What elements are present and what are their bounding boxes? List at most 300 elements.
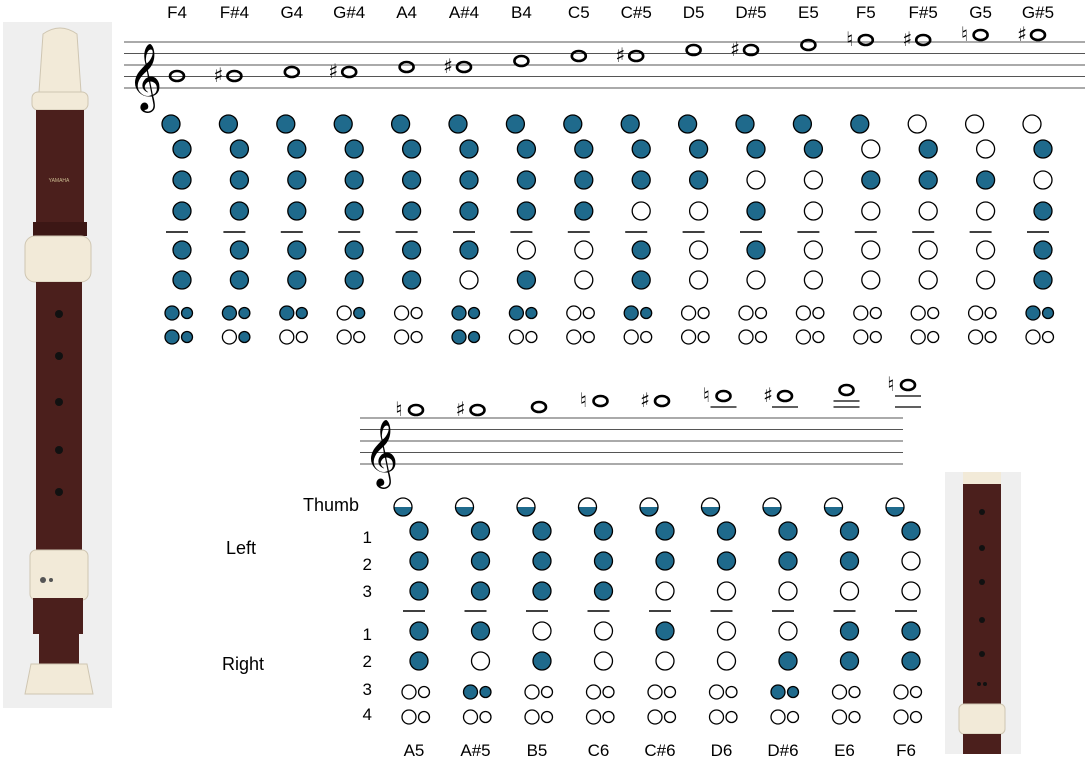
accidental-A#5: ♯ [455, 397, 466, 421]
hole-r3a [165, 306, 179, 320]
hole-r3a [222, 306, 236, 320]
note-label-fsharp4: F#4 [219, 3, 250, 22]
label-left-1: 1 [362, 528, 372, 547]
hole-r4a [337, 330, 351, 344]
hole-finger-3 [460, 202, 478, 220]
hole-finger-2 [517, 171, 535, 189]
hole-r4a [911, 330, 925, 344]
hole-r4a [464, 710, 478, 724]
hole-r4a [1026, 330, 1040, 344]
hole-r3a [833, 685, 847, 699]
hole-finger-2 [533, 552, 551, 570]
hole-finger-2 [632, 171, 650, 189]
hole-finger-2 [977, 171, 995, 189]
hole-r3b [469, 308, 480, 319]
hole-finger-4 [804, 241, 822, 259]
hole-finger-2 [575, 171, 593, 189]
hole-r3b [526, 308, 537, 319]
treble-clef: 𝄞 [128, 42, 163, 110]
hole-finger-3 [718, 582, 736, 600]
hole-thumb [162, 115, 180, 133]
hole-finger-5 [779, 652, 797, 670]
accidental-G5: ♮ [961, 22, 969, 46]
hole-finger-5 [345, 271, 363, 289]
hole-r3b [354, 308, 365, 319]
hole-r3a [402, 685, 416, 699]
note-label-b5: B5 [526, 741, 548, 760]
hole-r3b [641, 308, 652, 319]
label-right-3: 3 [362, 680, 372, 699]
note-head-A#4 [457, 62, 471, 72]
hole-r4b [480, 712, 491, 723]
note-head-G5 [974, 30, 988, 40]
hole-finger-3 [747, 202, 765, 220]
note-head-A5 [409, 405, 423, 415]
hole-r3a [525, 685, 539, 699]
hole-r3b [1043, 308, 1054, 319]
accidental-F#5: ♯ [902, 27, 913, 51]
hole-r3a [624, 306, 638, 320]
hole-r4a [567, 330, 581, 344]
note-head-A4 [400, 62, 414, 72]
hole-r4a [796, 330, 810, 344]
hole-finger-1 [410, 522, 428, 540]
note-label-b4: B4 [511, 3, 532, 22]
hole-finger-1 [656, 522, 674, 540]
hole-thumb-fill [640, 507, 658, 516]
hole-finger-4 [517, 241, 535, 259]
hole-r3b [928, 308, 939, 319]
hole-r4b [641, 332, 652, 343]
hole-thumb [219, 115, 237, 133]
note-label-fsharp5: F#5 [908, 3, 938, 22]
hole-finger-3 [862, 202, 880, 220]
hole-r4b [985, 332, 996, 343]
hole-r3b [182, 308, 193, 319]
accidental-F#4: ♯ [213, 63, 224, 87]
hole-finger-1 [841, 522, 859, 540]
note-label-csharp6: C#6 [644, 741, 676, 760]
svg-text:YAMAHA: YAMAHA [48, 178, 70, 184]
hole-thumb [908, 115, 926, 133]
hole-finger-2 [804, 171, 822, 189]
hole-r3a [587, 685, 601, 699]
hole-thumb [621, 115, 639, 133]
hole-r4a [624, 330, 638, 344]
top-staff [124, 42, 1085, 113]
note-head-D6 [717, 391, 731, 401]
hole-finger-2 [173, 171, 191, 189]
hole-finger-1 [919, 140, 937, 158]
hole-finger-4 [533, 622, 551, 640]
hole-thumb [449, 115, 467, 133]
hole-r3a [509, 306, 523, 320]
hole-finger-3 [656, 582, 674, 600]
hole-finger-1 [804, 140, 822, 158]
hole-r4b [698, 332, 709, 343]
treble-clef: 𝄞 [364, 418, 399, 486]
note-head-G4 [285, 67, 299, 77]
label-left-3: 3 [362, 582, 372, 601]
note-label-f6: F6 [896, 741, 916, 760]
hole-finger-3 [288, 202, 306, 220]
label-left-hand: Left [226, 538, 257, 558]
hole-finger-1 [779, 522, 797, 540]
hole-finger-3 [902, 582, 920, 600]
hole-finger-4 [632, 241, 650, 259]
hole-finger-1 [902, 522, 920, 540]
note-label-g5: G5 [969, 3, 992, 22]
accidental-F6: ♮ [887, 372, 895, 396]
hole-r4a [854, 330, 868, 344]
hole-r4b [813, 332, 824, 343]
accidental-D6: ♮ [702, 383, 711, 407]
hole-finger-3 [575, 202, 593, 220]
hole-finger-4 [862, 241, 880, 259]
hole-r3b [870, 308, 881, 319]
hole-finger-4 [288, 241, 306, 259]
hole-finger-2 [919, 171, 937, 189]
hole-finger-5 [862, 271, 880, 289]
hole-r3a [464, 685, 478, 699]
accidental-A5: ♮ [395, 397, 403, 421]
hole-r4a [894, 710, 908, 724]
hole-thumb-fill [456, 507, 474, 516]
hole-finger-3 [173, 202, 191, 220]
note-label-e5: E5 [798, 3, 819, 22]
note-label-c6: C6 [587, 741, 610, 760]
hole-finger-1 [575, 140, 593, 158]
accidental-D#6: ♯ [763, 383, 773, 407]
hole-r4b [526, 332, 537, 343]
note-head-C6 [594, 396, 608, 406]
hole-finger-3 [919, 202, 937, 220]
hole-finger-5 [977, 271, 995, 289]
hole-r4b [870, 332, 881, 343]
hole-r3a [682, 306, 696, 320]
note-label-d6: D6 [710, 741, 733, 760]
hole-r3b [726, 687, 737, 698]
note-head-G#4 [342, 67, 356, 77]
hole-r4b [296, 332, 307, 343]
hole-r3a [1026, 306, 1040, 320]
hole-finger-5 [410, 652, 428, 670]
hole-finger-1 [517, 140, 535, 158]
note-label-asharp5: A#5 [460, 741, 491, 760]
hole-r4b [665, 712, 676, 723]
label-thumb: Thumb [303, 495, 360, 515]
hole-finger-5 [656, 652, 674, 670]
hole-thumb [679, 115, 697, 133]
hole-finger-1 [173, 140, 191, 158]
hole-finger-4 [747, 241, 765, 259]
hole-thumb-fill [702, 507, 720, 516]
hole-finger-3 [230, 202, 248, 220]
note-head-F6 [901, 380, 915, 390]
hole-r3b [698, 308, 709, 319]
hole-finger-1 [977, 140, 995, 158]
note-label-c5: C5 [567, 3, 590, 22]
hole-r3a [969, 306, 983, 320]
hole-finger-5 [1034, 271, 1052, 289]
hole-finger-2 [230, 171, 248, 189]
hole-r3b [603, 687, 614, 698]
hole-r4b [419, 712, 430, 723]
hole-r3b [480, 687, 491, 698]
hole-finger-2 [841, 552, 859, 570]
hole-r4b [239, 332, 250, 343]
hole-finger-4 [718, 622, 736, 640]
hole-finger-3 [1034, 202, 1052, 220]
note-label-g4: G4 [280, 3, 304, 22]
note-label-gsharp4: G#4 [333, 3, 366, 22]
hole-finger-4 [410, 622, 428, 640]
hole-finger-2 [690, 171, 708, 189]
hole-r4a [509, 330, 523, 344]
hole-r3a [710, 685, 724, 699]
hole-r3a [771, 685, 785, 699]
note-label-gsharp5: G#5 [1021, 3, 1055, 22]
hole-r3b [411, 308, 422, 319]
hole-thumb [793, 115, 811, 133]
hole-finger-5 [919, 271, 937, 289]
note-head-C#6 [655, 396, 669, 406]
hole-finger-1 [230, 140, 248, 158]
hole-r4a [648, 710, 662, 724]
hole-r4b [849, 712, 860, 723]
hole-r3b [665, 687, 676, 698]
hole-r4a [165, 330, 179, 344]
hole-finger-2 [779, 552, 797, 570]
hole-finger-4 [841, 622, 859, 640]
hole-thumb [564, 115, 582, 133]
hole-r4b [788, 712, 799, 723]
hole-finger-4 [173, 241, 191, 259]
hole-finger-2 [410, 552, 428, 570]
label-right-hand: Right [222, 654, 265, 674]
hole-thumb [851, 115, 869, 133]
hole-finger-5 [841, 652, 859, 670]
hole-finger-4 [575, 241, 593, 259]
note-head-D#6 [778, 391, 792, 401]
hole-finger-2 [1034, 171, 1052, 189]
hole-thumb-fill [825, 507, 843, 516]
hole-r3b [911, 687, 922, 698]
hole-finger-1 [595, 522, 613, 540]
hole-finger-5 [690, 271, 708, 289]
hole-finger-4 [902, 622, 920, 640]
hole-r4a [587, 710, 601, 724]
note-head-C#5 [629, 51, 643, 61]
note-label-asharp4: A#4 [448, 3, 480, 22]
hole-r3a [280, 306, 294, 320]
hole-r3b [296, 308, 307, 319]
hole-r3b [813, 308, 824, 319]
hole-finger-4 [403, 241, 421, 259]
hole-finger-1 [862, 140, 880, 158]
hole-finger-3 [779, 582, 797, 600]
hole-finger-5 [173, 271, 191, 289]
note-label-f5: F5 [855, 3, 876, 22]
hole-finger-1 [632, 140, 650, 158]
hole-finger-5 [575, 271, 593, 289]
accidental-G#5: ♯ [1017, 22, 1027, 46]
hole-r4a [222, 330, 236, 344]
bottom-staff [360, 418, 903, 489]
hole-r4b [756, 332, 767, 343]
hole-thumb [277, 115, 295, 133]
hole-thumb [506, 115, 524, 133]
hole-thumb [1023, 115, 1041, 133]
hole-r4b [583, 332, 594, 343]
label-right-1: 1 [362, 625, 372, 644]
label-right-2: 2 [362, 652, 372, 671]
accidental-A#4: ♯ [443, 54, 453, 78]
hole-r3b [756, 308, 767, 319]
hole-finger-3 [804, 202, 822, 220]
note-head-F#5 [916, 35, 930, 45]
accidental-F5: ♮ [846, 27, 854, 51]
hole-r3a [567, 306, 581, 320]
hole-r3b [583, 308, 594, 319]
accidental-C#6: ♯ [640, 388, 650, 412]
hole-finger-5 [718, 652, 736, 670]
hole-finger-4 [1034, 241, 1052, 259]
hole-thumb [966, 115, 984, 133]
hole-r3b [985, 308, 996, 319]
hole-finger-1 [460, 140, 478, 158]
hole-finger-3 [595, 582, 613, 600]
note-label-dsharp6: D#6 [767, 741, 799, 760]
hole-r4a [739, 330, 753, 344]
hole-thumb [392, 115, 410, 133]
hole-finger-5 [804, 271, 822, 289]
accidental-D#5: ♯ [730, 37, 740, 61]
hole-finger-4 [690, 241, 708, 259]
hole-finger-3 [690, 202, 708, 220]
hole-finger-2 [656, 552, 674, 570]
hole-r4b [411, 332, 422, 343]
hole-r4b [603, 712, 614, 723]
hole-finger-3 [345, 202, 363, 220]
hole-r3a [337, 306, 351, 320]
hole-finger-1 [288, 140, 306, 158]
hole-r3b [788, 687, 799, 698]
hole-finger-5 [460, 271, 478, 289]
hole-finger-2 [902, 552, 920, 570]
hole-finger-2 [403, 171, 421, 189]
hole-r4b [354, 332, 365, 343]
accidental-C6: ♮ [579, 388, 588, 412]
hole-thumb [334, 115, 352, 133]
hole-finger-5 [403, 271, 421, 289]
hole-finger-3 [410, 582, 428, 600]
hole-r4b [182, 332, 193, 343]
hole-r4b [928, 332, 939, 343]
note-head-B5 [532, 402, 546, 412]
note-label-dsharp5: D#5 [735, 3, 767, 22]
hole-finger-3 [403, 202, 421, 220]
hole-r4a [833, 710, 847, 724]
hole-r4b [726, 712, 737, 723]
hole-r3b [419, 687, 430, 698]
hole-finger-4 [779, 622, 797, 640]
hole-r4b [469, 332, 480, 343]
hole-finger-4 [919, 241, 937, 259]
hole-finger-2 [345, 171, 363, 189]
note-label-e6: E6 [834, 741, 855, 760]
hole-r3a [796, 306, 810, 320]
label-right-4: 4 [362, 705, 372, 724]
hole-r4a [771, 710, 785, 724]
hole-finger-4 [230, 241, 248, 259]
hole-thumb-fill [517, 507, 535, 516]
hole-finger-3 [841, 582, 859, 600]
hole-finger-5 [288, 271, 306, 289]
hole-finger-3 [472, 582, 490, 600]
hole-finger-4 [595, 622, 613, 640]
hole-finger-4 [977, 241, 995, 259]
hole-r4a [525, 710, 539, 724]
hole-thumb-fill [886, 507, 904, 516]
hole-r3a [911, 306, 925, 320]
hole-r4b [911, 712, 922, 723]
hole-r4a [395, 330, 409, 344]
hole-finger-3 [977, 202, 995, 220]
note-label-d5: D5 [682, 3, 705, 22]
hole-r3b [542, 687, 553, 698]
hole-r4a [682, 330, 696, 344]
hole-finger-1 [345, 140, 363, 158]
note-head-F5 [859, 35, 873, 45]
hole-finger-2 [288, 171, 306, 189]
hole-finger-3 [517, 202, 535, 220]
hole-thumb-fill [394, 507, 412, 516]
hole-finger-1 [1034, 140, 1052, 158]
note-head-C5 [572, 51, 586, 61]
hole-r3a [739, 306, 753, 320]
hole-finger-5 [902, 652, 920, 670]
hole-finger-5 [595, 652, 613, 670]
hole-finger-5 [517, 271, 535, 289]
hole-finger-2 [460, 171, 478, 189]
hole-finger-5 [472, 652, 490, 670]
hole-r3a [854, 306, 868, 320]
hole-r3b [239, 308, 250, 319]
hole-r3a [452, 306, 466, 320]
hole-finger-3 [632, 202, 650, 220]
hole-thumb-fill [579, 507, 597, 516]
hole-r3a [894, 685, 908, 699]
hole-finger-1 [718, 522, 736, 540]
hole-finger-4 [460, 241, 478, 259]
hole-finger-1 [690, 140, 708, 158]
hole-finger-1 [472, 522, 490, 540]
hole-r4b [542, 712, 553, 723]
note-label-csharp5: C#5 [620, 3, 652, 22]
hole-finger-1 [403, 140, 421, 158]
hole-finger-2 [718, 552, 736, 570]
hole-finger-1 [747, 140, 765, 158]
hole-r3a [648, 685, 662, 699]
hole-finger-5 [230, 271, 248, 289]
hole-finger-1 [533, 522, 551, 540]
accidental-C#5: ♯ [615, 43, 626, 67]
note-label-a5: A5 [403, 741, 425, 760]
hole-r4a [710, 710, 724, 724]
hole-finger-5 [747, 271, 765, 289]
hole-finger-4 [345, 241, 363, 259]
